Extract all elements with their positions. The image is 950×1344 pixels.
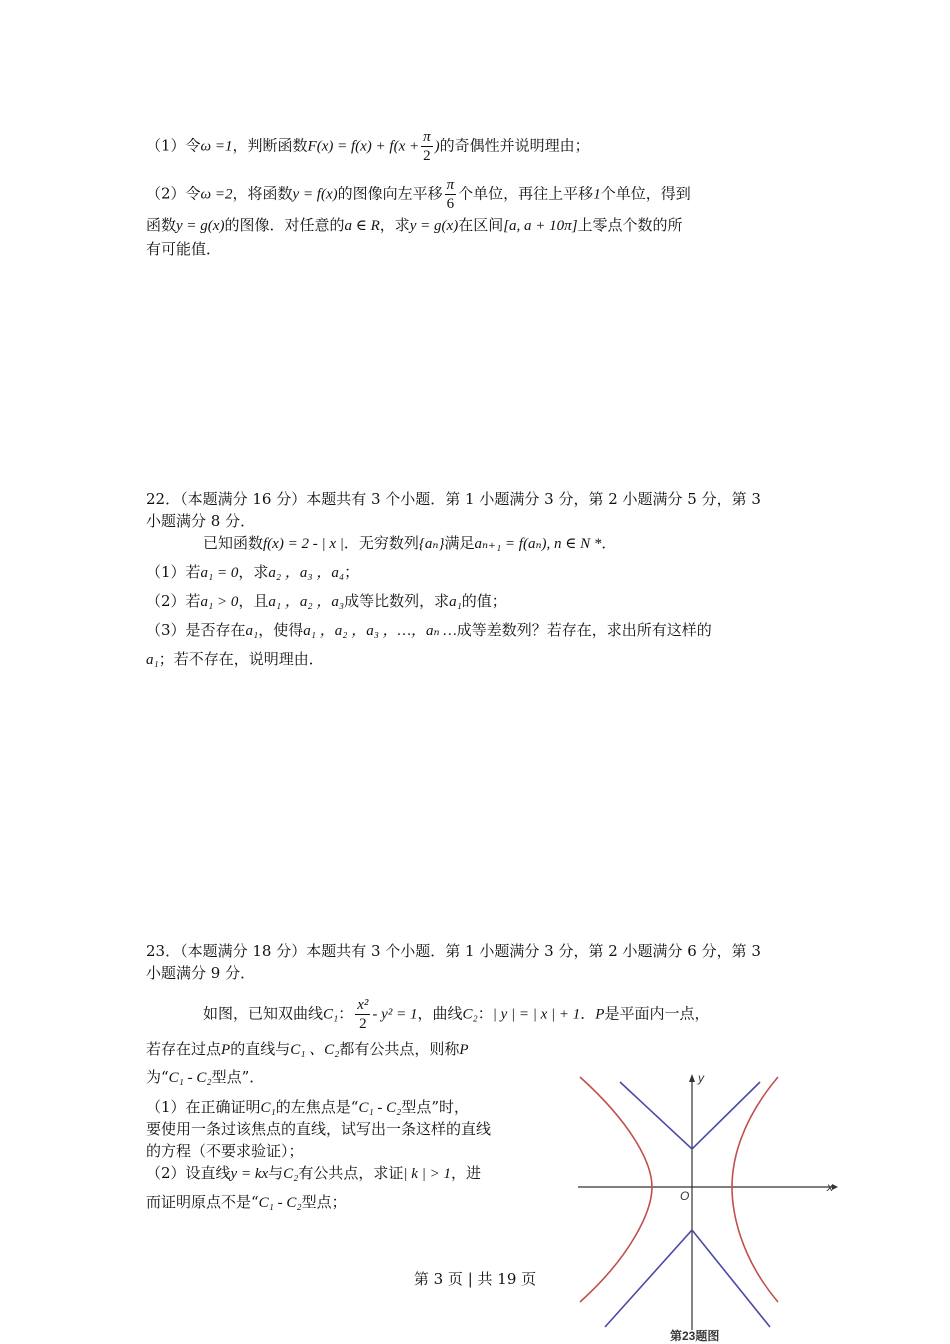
q23-header-cont: 小题满分 9 分．: [146, 964, 256, 982]
curve-c2-upper: [620, 1082, 760, 1149]
q21-part1: （1）令ω =1，判断函数F(x) = f(x) + f(x + $\frac{\pi}{2}$ )的奇偶性并说明理由；: [146, 129, 590, 164]
q22-part3-cont: a₁；若不存在，说明理由．: [146, 650, 324, 668]
q23-part1-cont2: 的方程（不要求验证）；: [146, 1142, 304, 1160]
hyperbola-graph: [570, 1062, 840, 1344]
q23-part2: （2）设直线y = kx与C₂有公共点，求证| k | > 1，进: [146, 1164, 481, 1182]
q23-part1-cont: 要使用一条过该焦点的直线，试写出一条这样的直线: [146, 1120, 492, 1138]
q21-part2: （2）令ω =2，将函数y = f(x)的图像向左平移 $\frac{\pi}{6}$ 个单位，再往上平移1个单位，得到: [146, 177, 691, 212]
q22-header-cont: 小题满分 8 分．: [146, 512, 256, 530]
q23-intro: 如图，已知双曲线C₁： $\frac{\text{x²}}{2}$ - y² = 1，曲线C₂：| y | = | x | + 1．P是平面内一点，: [203, 997, 710, 1032]
q22-header: 22．（本题满分 16 分）本题共有 3 个小题．第 1 小题满分 3 分，第 2 小题满分 5 分，第 3: [146, 490, 761, 508]
q23-line3: 为“C₁ - C₂型点”．: [146, 1068, 265, 1086]
q23-part2-cont: 而证明原点不是“C₁ - C₂型点；: [146, 1193, 347, 1211]
y-axis-arrow: [689, 1074, 695, 1082]
q21-part2-cont2: 有可能值．: [146, 240, 222, 258]
x-squared-over-2-fraction: $\frac{\text{x²}}{2}$: [357, 997, 369, 1032]
q22-part3: （3）是否存在a₁，使得a₁ ，a₂ ，a₃ ，…，aₙ …成等差数列？若存在，求出所有这样的: [146, 621, 712, 639]
q23-figure: [570, 1062, 840, 1344]
pi-over-6-fraction: $\frac{\pi}{6}$: [446, 177, 455, 212]
q22-part2: （2）若a₁ > 0，且a₁ ，a₂ ，a₃成等比数列，求a₁的值；: [146, 592, 507, 610]
figure-caption: 第23题图: [670, 1329, 720, 1343]
page-footer: 第 3 页 | 共 19 页: [413, 1270, 537, 1288]
q23-header: 23．（本题满分 18 分）本题共有 3 个小题．第 1 小题满分 3 分，第 2 小题满分 6 分，第 3: [146, 942, 761, 960]
x-axis-label: x: [827, 1180, 833, 1194]
q22-part1: （1）若a₁ = 0，求a₂ ，a₃ ，a₄；: [146, 563, 360, 581]
pi-over-2-fraction: $\frac{\pi}{2}$: [423, 129, 431, 164]
origin-label: O: [680, 1189, 690, 1203]
q22-intro: 已知函数f(x) = 2 - | x |．无穷数列{aₙ}满足aₙ₊₁ = f(aₙ), n ∈ N *．: [203, 534, 617, 552]
q21-part2-cont: 函数y = g(x)的图像．对任意的a ∈ R，求y = g(x)在区间[a, a + 10π]上零点个数的所: [146, 216, 683, 234]
q23-line2: 若存在过点P的直线与C₁ 、C₂都有公共点，则称P: [146, 1040, 469, 1058]
q23-part1: （1）在正确证明C₁的左焦点是“C₁ - C₂型点”时，: [146, 1098, 470, 1116]
y-axis-label: y: [698, 1071, 704, 1085]
